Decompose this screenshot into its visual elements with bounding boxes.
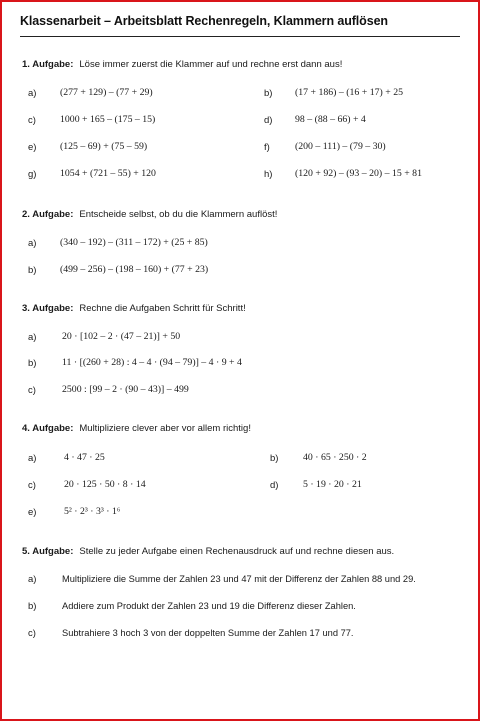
task-3-item-label: a) bbox=[28, 332, 37, 343]
task-1-item-label: c) bbox=[28, 115, 36, 126]
task-1-item-expression: (125 – 69) + (75 – 59) bbox=[60, 141, 148, 152]
task-5-item-text: Multipliziere die Summe der Zahlen 23 und 47 mit der Differenz der Zahlen 88 und 29. bbox=[62, 574, 416, 584]
task-1-item-label: e) bbox=[28, 142, 37, 153]
task-4-item-label: c) bbox=[28, 480, 36, 491]
task-4-number: 4. Aufgabe: bbox=[22, 423, 74, 434]
task-5-heading bbox=[22, 546, 394, 557]
task-3-item-expression: 2500 : [99 – 2 · (90 – 43)] – 499 bbox=[62, 384, 189, 395]
task-3-item-label: c) bbox=[28, 385, 36, 396]
task-4-item-label: e) bbox=[28, 507, 37, 518]
task-1-item-expression: (200 – 111) – (79 – 30) bbox=[295, 141, 386, 152]
task-2-instruction: Entscheide selbst, ob du die Klammern auflöst! bbox=[79, 209, 278, 220]
task-4-item-label: d) bbox=[270, 480, 279, 491]
task-1-item-label: b) bbox=[264, 88, 273, 99]
task-1-item-expression: (17 + 186) – (16 + 17) + 25 bbox=[295, 87, 404, 98]
task-1-number: 1. Aufgabe: bbox=[22, 59, 74, 70]
task-3-item-expression: 11 · [(260 + 28) : 4 – 4 · (94 – 79)] – 4 · 9 + 4 bbox=[62, 357, 242, 368]
task-1-item-label: d) bbox=[264, 115, 273, 126]
task-4-item-expression: 20 · 125 · 50 · 8 · 14 bbox=[64, 479, 146, 490]
task-1-item-expression: 1000 + 165 – (175 – 15) bbox=[60, 114, 156, 125]
task-1-heading bbox=[22, 59, 342, 70]
task-3-heading bbox=[22, 303, 246, 314]
task-1-item-expression: 98 – (88 – 66) + 4 bbox=[295, 114, 366, 125]
task-1-item-label: f) bbox=[264, 142, 270, 153]
task-2-number: 2. Aufgabe: bbox=[22, 209, 74, 220]
task-3-number: 3. Aufgabe: bbox=[22, 303, 74, 314]
task-3-item-expression: 20 · [102 – 2 · (47 – 21)] + 50 bbox=[62, 331, 181, 342]
task-2-item-label: a) bbox=[28, 238, 37, 249]
task-1-item-expression: 1054 + (721 – 55) + 120 bbox=[60, 168, 156, 179]
task-1-item-label: a) bbox=[28, 88, 37, 99]
task-5-item-text: Subtrahiere 3 hoch 3 von der doppelten Summe der Zahlen 17 und 77. bbox=[62, 628, 354, 638]
task-5-item-label: b) bbox=[28, 601, 37, 612]
task-1-instruction: Löse immer zuerst die Klammer auf und rechne erst dann aus! bbox=[79, 59, 343, 70]
task-3-item-label: b) bbox=[28, 358, 37, 369]
task-5-item-label: c) bbox=[28, 628, 36, 639]
task-4-heading bbox=[22, 423, 251, 434]
task-2-item-expression: (499 – 256) – (198 – 160) + (77 + 23) bbox=[60, 264, 209, 275]
task-4-item-label: a) bbox=[28, 453, 37, 464]
task-1-item-expression: (120 + 92) – (93 – 20) – 15 + 81 bbox=[295, 168, 422, 179]
task-4-item-label: b) bbox=[270, 453, 279, 464]
task-5-item-label: a) bbox=[28, 574, 37, 585]
task-1-item-label: g) bbox=[28, 169, 37, 180]
task-5-item-text: Addiere zum Produkt der Zahlen 23 und 19 die Differenz dieser Zahlen. bbox=[62, 601, 356, 611]
task-1-item-label: h) bbox=[264, 169, 273, 180]
task-4-item-expression: 5² · 2³ · 3³ · 1⁶ bbox=[64, 506, 121, 517]
task-4-item-expression: 40 · 65 · 250 · 2 bbox=[303, 452, 367, 463]
task-2-item-label: b) bbox=[28, 265, 37, 276]
task-4-item-expression: 4 · 47 · 25 bbox=[64, 452, 105, 463]
task-4-instruction: Multipliziere clever aber vor allem richtig! bbox=[79, 423, 251, 434]
task-3-instruction: Rechne die Aufgaben Schritt für Schritt! bbox=[79, 303, 246, 314]
task-4-item-expression: 5 · 19 · 20 · 21 bbox=[303, 479, 362, 490]
task-5-instruction: Stelle zu jeder Aufgabe einen Rechenausdruck auf und rechne diesen aus. bbox=[79, 546, 395, 557]
task-5-number: 5. Aufgabe: bbox=[22, 546, 74, 557]
task-1-item-expression: (277 + 129) – (77 + 29) bbox=[60, 87, 153, 98]
task-2-item-expression: (340 – 192) – (311 – 172) + (25 + 85) bbox=[60, 237, 208, 248]
task-2-heading bbox=[22, 209, 277, 220]
title-divider bbox=[20, 36, 460, 37]
page-title: Klassenarbeit – Arbeitsblatt Rechenregeln, Klammern auflösen bbox=[20, 14, 388, 28]
